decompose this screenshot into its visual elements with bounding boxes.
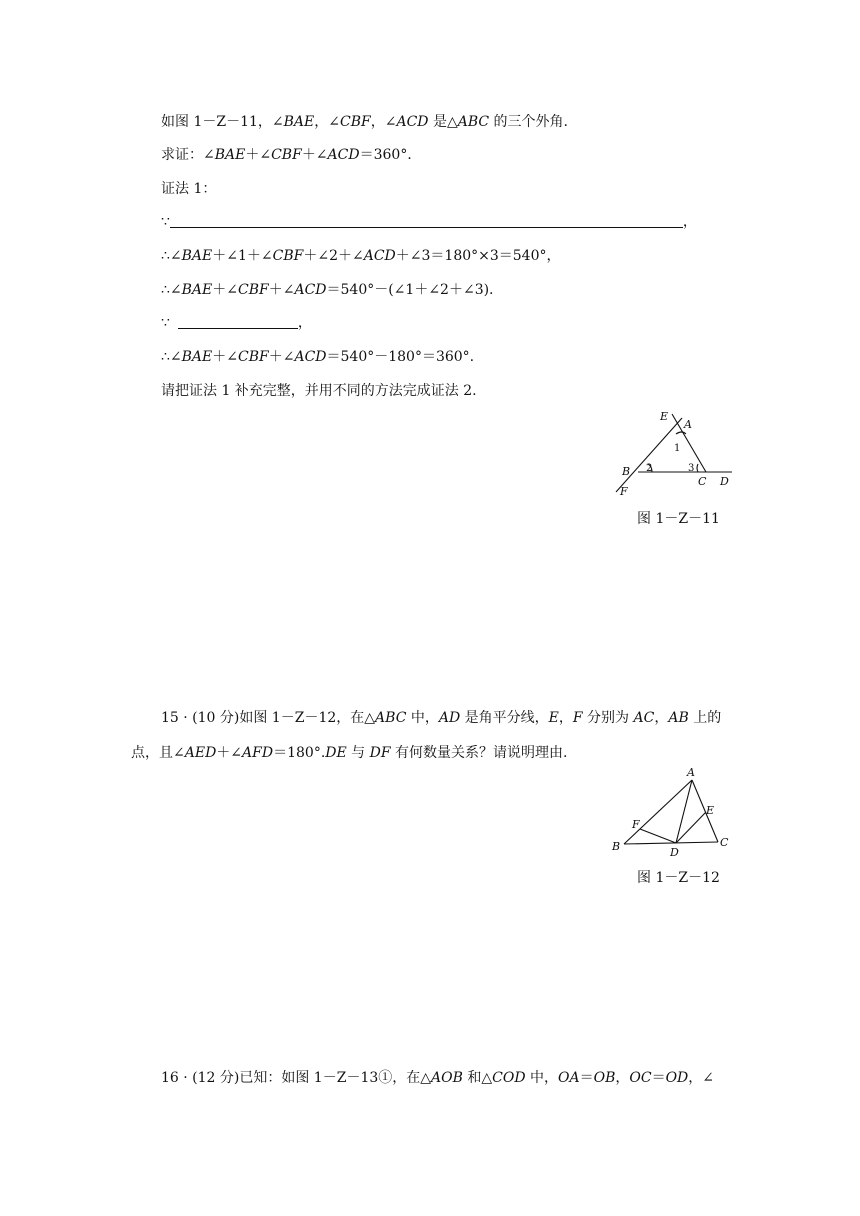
figure-1-z-11-caption: 图 1－Z－11 [637,511,720,527]
label-angle-1: 1 [674,443,681,454]
p16-line1: 16 · (12 分)已知：如图 1－Z－13①，在△AOB 和△COD 中，OA＝OB，OC＝OD，∠ [161,1070,715,1086]
label-F: F [620,485,628,498]
label-D: D [670,846,679,859]
label-A: A [684,418,692,431]
label-angle-3: 3 [688,463,695,474]
figure-1-z-11 [610,404,740,500]
answer-blank-long[interactable] [170,213,683,228]
p15-line1: 15 · (10 分)如图 1－Z－12，在△ABC 中，AD 是角平分线，E，F 分别为 AC，AB 上的 [161,710,722,726]
p14-step3: ∴∠BAE＋∠CBF＋∠ACD＝540°－180°＝360°. [161,349,475,365]
p14-method1: 证法 1： [161,181,217,197]
label-C: C [720,836,729,849]
p14-prove: 求证：∠BAE＋∠CBF＋∠ACD＝360°． [161,147,422,163]
p14-instruction: 请把证法 1 补充完整，并用不同的方法完成证法 2. [161,383,477,399]
answer-blank-short[interactable] [178,314,298,329]
figure-1-z-12 [606,764,736,860]
label-E: E [660,410,669,423]
label-B: B [612,840,621,853]
figure-1-z-12-caption: 图 1－Z－12 [637,870,720,886]
label-A: A [687,766,695,779]
label-C: C [698,475,707,488]
p14-step2: ∴∠BAE＋∠CBF＋∠ACD＝540°－(∠1＋∠2＋∠3). [161,282,494,298]
p14-intro: 如图 1－Z－11，∠BAE，∠CBF，∠ACD 是△ABC 的三个外角. [161,114,568,130]
label-F: F [632,818,640,831]
p14-because-blank-line: ∵ ， [161,214,697,230]
p15-line2: 点，且∠AED＋∠AFD＝180°.DE 与 DF 有何数量关系？请说明理由. [131,745,568,761]
label-D: D [720,475,729,488]
p14-because-short-blank: ∵ ， [161,315,312,331]
label-E: E [706,804,715,817]
p14-step1: ∴∠BAE＋∠1＋∠CBF＋∠2＋∠ACD＋∠3＝180°×3＝540°， [161,248,561,264]
label-B: B [622,465,631,478]
label-angle-2: 2 [646,463,653,474]
